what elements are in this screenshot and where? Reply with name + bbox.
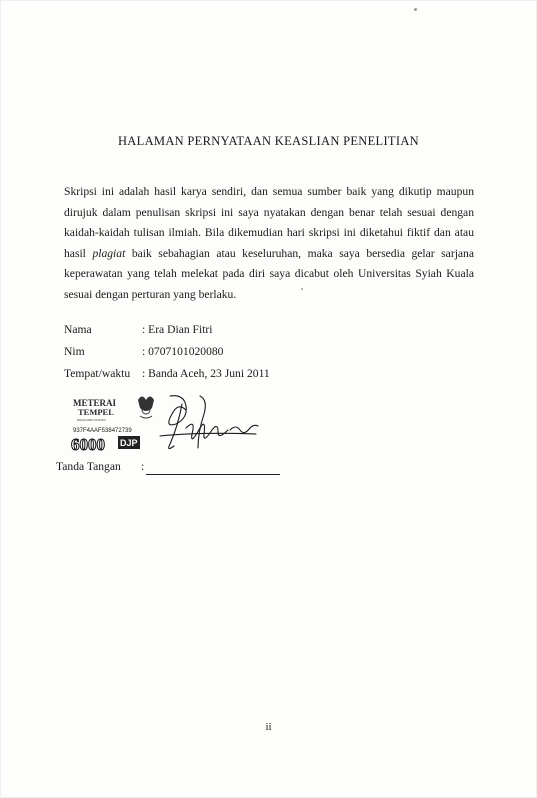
field-label: Nim	[64, 345, 85, 358]
signature-colon: :	[141, 460, 145, 473]
page-number: ii	[265, 721, 272, 733]
paragraph-text-start: Skripsi ini adalah hasil karya sendiri, dan semua sumber baik yang dikutip maupun dirujuk dalam penulisan skripsi ini saya nyatakan dengan benar telah sesuai dengan kaidah-kaidah tulisan ilmiah. Bila dikemudian hari skripsi ini diketahui fiktif dan atau hasil	[64, 185, 474, 260]
stamp-code: 937F4AAF538472739	[73, 428, 132, 434]
paragraph-italic-word: plagiat	[92, 246, 126, 260]
paragraph-text-end: baik sebahagian atau keseluruhan, maka saya bersedia gelar sarjana keperawatan yang telah melekat pada diri saya dicabut oleh Universitas Syiah Kuala sesuai dengan perturan yang berlaku.	[64, 246, 474, 301]
field-value: : Banda Aceh, 23 Juni 2011	[142, 367, 270, 380]
handwritten-signature	[160, 396, 258, 449]
field-label: Nama	[64, 323, 92, 336]
field-value: : Era Dian Fitri	[142, 323, 213, 336]
signature-label: Tanda Tangan	[56, 460, 121, 473]
scan-speck	[301, 288, 303, 290]
field-value: : 0707101020080	[142, 345, 224, 358]
page-title: HALAMAN PERNYATAAN KEASLIAN PENELITIAN	[117, 134, 419, 148]
stamp-mark: DJP	[120, 438, 138, 448]
revenue-stamp-and-signature	[60, 390, 260, 464]
stamp-denomination: 6000	[71, 435, 105, 454]
stamp-line1: METERAI	[73, 398, 117, 408]
stamp-small-text: ENAM RIBU RUPIAH	[77, 418, 106, 422]
signature-line	[146, 474, 280, 475]
stamp-line2: TEMPEL	[78, 407, 114, 417]
scan-speck	[414, 8, 417, 11]
statement-paragraph	[64, 182, 474, 306]
garuda-emblem-icon	[138, 397, 154, 419]
field-label: Tempat/waktu	[64, 367, 131, 380]
